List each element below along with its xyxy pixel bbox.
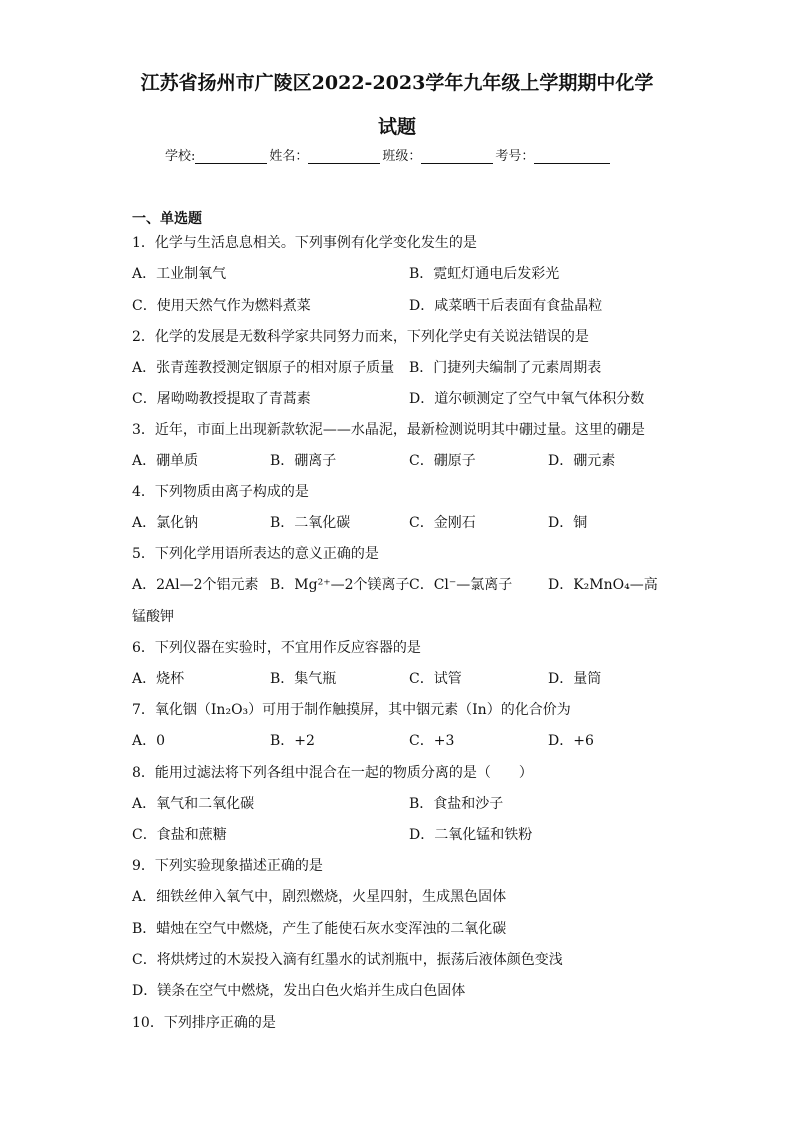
page-title: 江苏省扬州市广陵区2022-2023学年九年级上学期期中化学 — [140, 72, 654, 94]
question-stem: 1．化学与生活息息相关。下列事例有化学变化发生的是 — [132, 235, 477, 251]
option: A．张青莲教授测定铟原子的相对原子质量 — [132, 360, 395, 376]
page-title-line2: 试题 — [377, 116, 416, 138]
option: B．硼离子 — [270, 453, 337, 469]
school-label: 学校: — [165, 149, 196, 164]
option: B．Mg²⁺—2个镁离子 — [270, 577, 410, 593]
question-stem: 10．下列排序正确的是 — [132, 1015, 276, 1031]
question-stem: 6．下列仪器在实验时，不宜用作反应容器的是 — [132, 640, 421, 656]
option: A．工业制氧气 — [132, 266, 227, 282]
option: D．K₂MnO₄—高 — [548, 577, 658, 593]
option-wrap: 锰酸钾 — [132, 609, 174, 625]
option: C．食盐和蔗糖 — [132, 827, 227, 843]
option: D．道尔顿测定了空气中氧气体积分数 — [409, 391, 645, 407]
class-blank[interactable] — [421, 149, 493, 164]
question-stem: 2．化学的发展是无数科学家共同努力而来，下列化学史有关说法错误的是 — [132, 329, 589, 345]
class-label: 班级： — [382, 149, 422, 164]
question-stem: 7．氧化铟（In₂O₃）可用于制作触摸屏，其中铟元素（In）的化合价为 — [132, 702, 571, 718]
number-blank[interactable] — [534, 149, 610, 164]
name-label: 姓名： — [269, 149, 309, 164]
number-label: 考号： — [495, 149, 535, 164]
option: A．0 — [132, 733, 166, 749]
question-stem: 9．下列实验现象描述正确的是 — [132, 858, 323, 874]
option: A．2Al—2个铝元素 — [132, 577, 259, 593]
option: C．Cl⁻—氯离子 — [409, 577, 513, 593]
option: C．+3 — [409, 733, 455, 749]
option: D．量筒 — [548, 671, 602, 687]
option: B．霓虹灯通电后发彩光 — [409, 266, 560, 282]
option: B．二氧化碳 — [270, 515, 351, 531]
option: C．将烘烤过的木炭投入滴有红墨水的试剂瓶中，振荡后液体颜色变浅 — [132, 952, 563, 968]
option: D．硼元素 — [548, 453, 616, 469]
option: C．金刚石 — [409, 515, 476, 531]
option: C．屠呦呦教授提取了青蒿素 — [132, 391, 311, 407]
student-info-line — [165, 145, 612, 164]
option: B．食盐和沙子 — [409, 796, 504, 812]
option: A．烧杯 — [132, 671, 185, 687]
option: C．试管 — [409, 671, 462, 687]
section-title: 一、单选题 — [132, 211, 202, 227]
option: B．集气瓶 — [270, 671, 337, 687]
option: B．门捷列夫编制了元素周期表 — [409, 360, 602, 376]
question-stem: 3．近年，市面上出现新款软泥——水晶泥，最新检测说明其中硼过量。这里的硼是 — [132, 422, 645, 438]
option: D．二氧化锰和铁粉 — [409, 827, 533, 843]
option: A．氧气和二氧化碳 — [132, 796, 255, 812]
question-stem: 4．下列物质由离子构成的是 — [132, 484, 309, 500]
option: C．使用天然气作为燃料煮菜 — [132, 298, 311, 314]
option: D．咸菜晒干后表面有食盐晶粒 — [409, 298, 603, 314]
option: A．氯化钠 — [132, 515, 199, 531]
school-blank[interactable] — [195, 149, 267, 164]
question-stem: 8．能用过滤法将下列各组中混合在一起的物质分离的是（ ） — [132, 765, 533, 781]
option: D．镁条在空气中燃烧，发出白色火焰并生成白色固体 — [132, 983, 466, 999]
option: B．+2 — [270, 733, 315, 749]
option: A．硼单质 — [132, 453, 199, 469]
option: D．+6 — [548, 733, 594, 749]
option: D．铜 — [548, 515, 588, 531]
option: B．蜡烛在空气中燃烧，产生了能使石灰水变浑浊的二氧化碳 — [132, 921, 507, 937]
option: C．硼原子 — [409, 453, 476, 469]
name-blank[interactable] — [308, 149, 380, 164]
question-stem: 5．下列化学用语所表达的意义正确的是 — [132, 546, 379, 562]
option: A．细铁丝伸入氧气中，剧烈燃烧，火星四射，生成黑色固体 — [132, 889, 507, 905]
